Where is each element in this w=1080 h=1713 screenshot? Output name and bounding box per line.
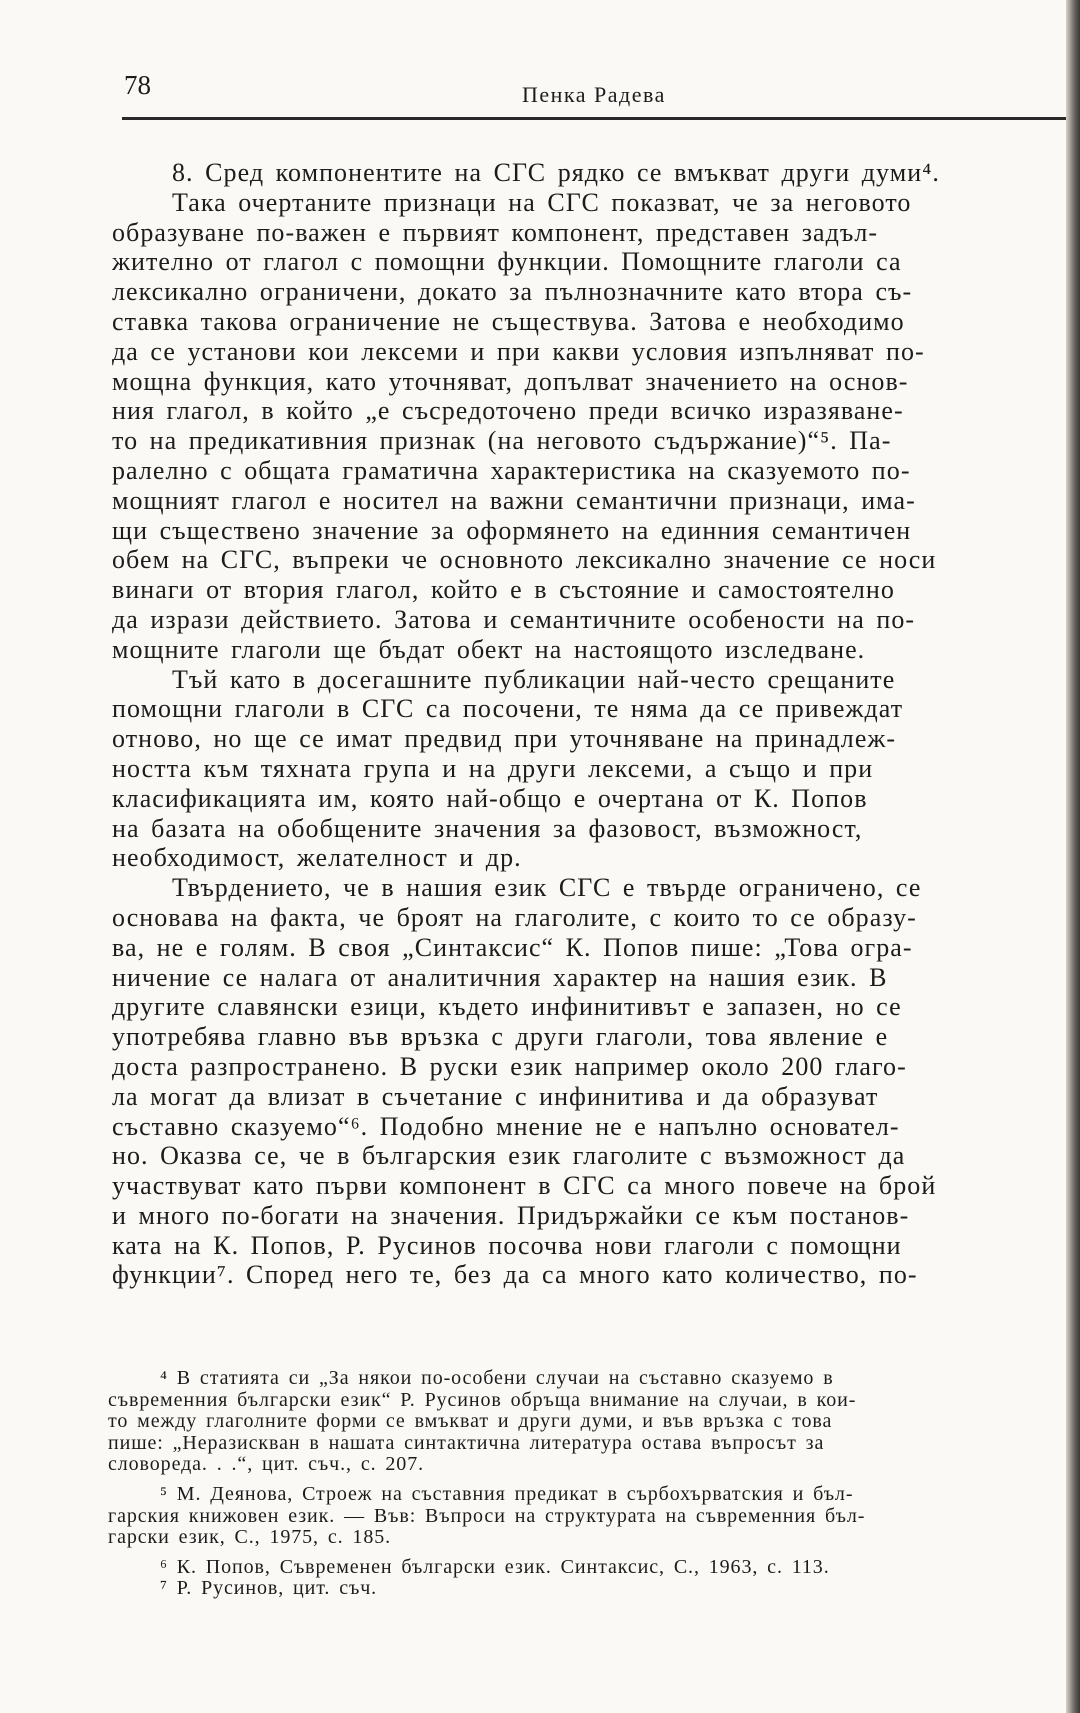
body-line: необходимост, желателност и др.: [112, 843, 522, 873]
body-line: доста разпространено. В руски език например около 200 глаго-: [112, 1051, 907, 1081]
body-line: жително от глагол с помощни функции. Помощните глаголи са: [112, 247, 902, 277]
footnote-line: словореда. . .“, цит. съч., с. 207.: [108, 1454, 425, 1476]
body-line: мощният глагол е носител на важни семантични признаци, има-: [112, 485, 916, 515]
body-line: образуване по-важен е първият компонент, представен задъл-: [112, 217, 879, 247]
body-line: употребява главно във връзка с други глаголи, това явление е: [112, 1022, 889, 1052]
footnote-line: гарски език, С., 1975, с. 185.: [108, 1527, 392, 1549]
body-line: лексикално ограничени, докато за пълнозначните като втора съ-: [112, 277, 913, 307]
body-text: [112, 158, 1062, 1290]
footnote-spacer: [108, 1549, 1063, 1557]
body-line: ката на К. Попов, Р. Русинов посочва нови глаголи с помощни: [112, 1230, 902, 1260]
body-line: винаги от втория глагол, който е в състояние и самостоятелно: [112, 575, 895, 605]
footnote-line: ⁵ М. Деянова, Строеж на съставния предикат в сърбохърватския и бъл-: [160, 1483, 854, 1505]
body-line: Тъй като в досегашните публикации най-често срещаните: [172, 664, 896, 694]
body-line: и много по-богати на значения. Придържайки се към постанов-: [112, 1200, 910, 1230]
body-line: щи съществено значение за оформянето на единния семантичен: [112, 515, 912, 545]
body-line: ния глагол, в който „е съсредоточено преди всичко изразяване-: [112, 396, 904, 426]
footnotes: [108, 1368, 1063, 1600]
footnote-line: пише: „Неразискван в нашата синтактична литература остава въпросът за: [108, 1432, 825, 1454]
footnote-line: то между глаголните форми се вмъкват и други думи, и във връзка с това: [108, 1411, 833, 1433]
body-line: Твърдението, че в нашия език СГС е твърде ограничено, се: [172, 873, 922, 903]
body-line: Така очертаните признаци на СГС показват, че за неговото: [172, 187, 912, 217]
body-line: да изрази действието. Затова и семантичните особености на по-: [112, 604, 916, 634]
footnote-line: ⁴ В статията си „За някои по-особени случаи на съставно сказуемо в: [160, 1368, 834, 1389]
body-line: ставка такова ограничение не съществува. Затова е необходимо: [112, 306, 905, 336]
footnote-4: [108, 1368, 1063, 1476]
footnote-line: гарския книжовен език. — Във: Въпроси на структурата на съвременния бъл-: [108, 1505, 866, 1527]
body-line: съставно сказуемо“⁶. Подобно мнение не е напълно основател-: [112, 1111, 900, 1141]
body-line: мощна функция, като уточняват, допълват значението на основ-: [112, 366, 909, 396]
body-line: основава на факта, че броят на глаголите, с които то се образу-: [112, 902, 917, 932]
body-line: ничение се налага от аналитичния характер на нашия език. В: [112, 962, 888, 992]
body-line: 8. Сред компонентите на СГС рядко се вмъкват други думи⁴.: [172, 158, 940, 187]
body-line: ралелно с общата граматична характеристика на сказуемото по-: [112, 455, 911, 485]
header-rule: [122, 117, 1072, 120]
body-line: да се установи кои лексеми и при какви условия изпълняват по-: [112, 336, 925, 366]
body-line: то на предикативния признак (на неговото съдържание)“⁵. Па-: [112, 426, 892, 456]
page-edge-shadow: [1066, 0, 1080, 1713]
body-line: участвуват като първи компонент в СГС са много повече на брой: [112, 1171, 937, 1201]
body-line: функции⁷. Според него те, без да са много като количество, по-: [112, 1260, 918, 1290]
body-line: но. Оказва се, че в българския език глаголите с възможност да: [112, 1141, 906, 1171]
footnote-line: ⁷ Р. Русинов, цит. съч.: [160, 1578, 378, 1600]
footnote-7: [108, 1578, 1063, 1600]
body-line: на базата на обобщените значения за фазовост, възможност,: [112, 813, 863, 843]
body-line: ността към тяхната група и на други лексеми, а също и при: [112, 753, 874, 783]
page-number: 78: [124, 70, 151, 100]
body-line: мощните глаголи ще бъдат обект на настоящото изследване.: [112, 634, 866, 664]
body-line: другите славянски езици, където инфинитивът е запазен, но се: [112, 992, 902, 1022]
footnote-line: съвременния български език“ Р. Русинов обръща внимание на случаи, в кои-: [108, 1389, 857, 1411]
footnote-6: [108, 1557, 1063, 1579]
running-head: Пенка Радева: [522, 82, 666, 107]
footnote-spacer: [108, 1476, 1063, 1484]
body-line: ва, не е голям. В своя „Синтаксис“ К. Попов пише: „Това огра-: [112, 932, 913, 962]
body-line: класификацията им, която най-общо е очертана от К. Попов: [112, 783, 868, 813]
body-line: ла могат да влизат в съчетание с инфинитива и да образуват: [112, 1081, 879, 1111]
footnote-5: [108, 1484, 1063, 1549]
body-line: отново, но ще се имат предвид при уточняване на принадлеж-: [112, 724, 897, 754]
footnote-line: ⁶ К. Попов, Съвременен български език. Синтаксис, С., 1963, с. 113.: [160, 1556, 830, 1578]
body-line: помощни глаголи в СГС са посочени, те няма да се привеждат: [112, 694, 904, 724]
body-line: обем на СГС, въпреки че основното лексикално значение се носи: [112, 545, 937, 575]
